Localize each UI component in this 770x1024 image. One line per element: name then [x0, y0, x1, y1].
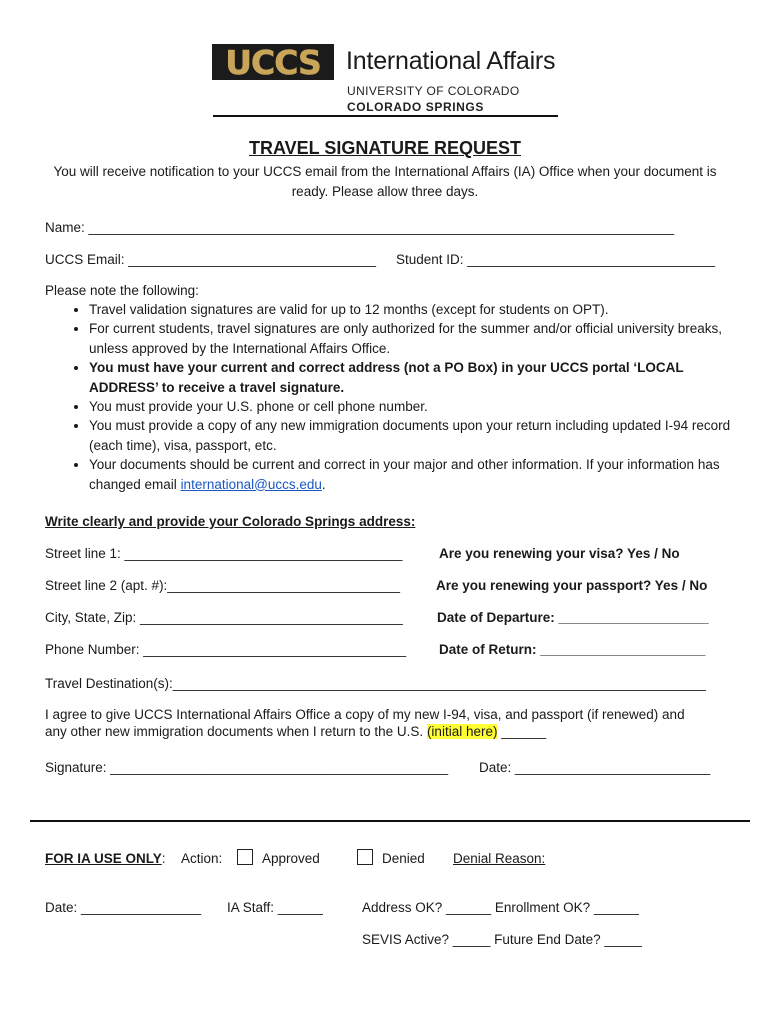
phone-number-field[interactable]: Phone Number: ___________________________________ — [45, 642, 407, 657]
address-enrollment-check[interactable]: Address OK? ______ Enrollment OK? ______ — [362, 900, 639, 915]
notes-list — [67, 300, 739, 494]
travel-destinations-field[interactable]: Travel Destination(s):_______________________________________________________________________ — [45, 676, 706, 691]
action-label: Action: — [181, 851, 223, 866]
office-use-label: FOR IA USE ONLY: — [45, 851, 166, 866]
agreement-line-1: I agree to give UCCS International Affairs Office a copy of my new I-94, visa, and passport (if renewed) and — [45, 707, 685, 722]
student-id-field[interactable]: Student ID: _________________________________ — [396, 252, 716, 267]
approved-label: Approved — [262, 851, 320, 866]
email-link[interactable]: international@uccs.edu — [180, 476, 322, 492]
street-line-2-field[interactable]: Street line 2 (apt. #):_______________________________ — [45, 578, 401, 593]
denial-reason-label: Denial Reason: — [453, 851, 546, 866]
department-title: International Affairs — [346, 47, 556, 75]
approved-checkbox[interactable] — [237, 849, 253, 865]
logo-text: UCCS — [225, 44, 321, 80]
ia-staff-field[interactable]: IA Staff: ______ — [227, 900, 323, 915]
notes-heading: Please note the following: — [45, 283, 199, 298]
initial-field[interactable]: ______ — [497, 724, 547, 739]
sevis-end-date-check[interactable]: SEVIS Active? _____ Future End Date? _____ — [362, 932, 642, 947]
signature-date-field[interactable]: Date: __________________________ — [479, 760, 711, 775]
return-date-field[interactable]: Date of Return: ______________________ — [439, 642, 706, 657]
denied-label: Denied — [382, 851, 425, 866]
city-state-zip-field[interactable]: City, State, Zip: ___________________________________ — [45, 610, 403, 625]
denied-checkbox[interactable] — [357, 849, 373, 865]
signature-field[interactable]: Signature: _____________________________________________ — [45, 760, 449, 775]
name-field[interactable]: Name: ______________________________________________________________________________ — [45, 220, 675, 235]
list-item: • Your documents should be current and correct in your major and other information. If your information has changed email international@uccs.edu. — [89, 455, 739, 494]
agreement-line-2: any other new immigration documents when I return to the U.S. (initial here) ______ — [45, 724, 547, 739]
office-date-field[interactable]: Date: ________________ — [45, 900, 202, 915]
intro-text: You will receive notification to your UCCS email from the International Affairs (IA) Office when your document is ready. Please allow three days. — [53, 164, 717, 199]
list-item: • You must provide a copy of any new immigration documents upon your return including updated I-94 record (each time), visa, passport, etc. — [89, 416, 739, 455]
university-line-1: UNIVERSITY OF COLORADO — [347, 84, 520, 98]
renew-passport-question[interactable]: Are you renewing your passport? Yes / No — [436, 578, 708, 593]
initial-here-highlight: (initial here) — [426, 724, 498, 739]
list-item: • Travel validation signatures are valid for up to 12 months (except for students on OPT). — [89, 300, 739, 319]
address-heading: Write clearly and provide your Colorado Springs address: — [45, 514, 416, 529]
university-line-2: COLORADO SPRINGS — [347, 100, 484, 114]
list-item: • You must provide your U.S. phone or cell phone number. — [89, 397, 739, 416]
form-title: TRAVEL SIGNATURE REQUEST — [248, 138, 522, 158]
email-field[interactable]: UCCS Email: _________________________________ — [45, 252, 377, 267]
header-rule — [213, 115, 558, 117]
list-item: • For current students, travel signatures are only authorized for the summer and/or official university breaks, unless approved by the International Affairs Office. — [89, 319, 739, 358]
uccs-logo — [212, 44, 334, 80]
departure-date-field[interactable]: Date of Departure: ____________________ — [437, 610, 709, 625]
street-line-1-field[interactable]: Street line 1: _____________________________________ — [45, 546, 403, 561]
office-use-divider — [30, 820, 750, 822]
renew-visa-question[interactable]: Are you renewing your visa? Yes / No — [439, 546, 680, 561]
list-item: • You must have your current and correct address (not a PO Box) in your UCCS portal ‘LOCAL ADDRESS’ to receive a travel signature. — [89, 358, 739, 397]
